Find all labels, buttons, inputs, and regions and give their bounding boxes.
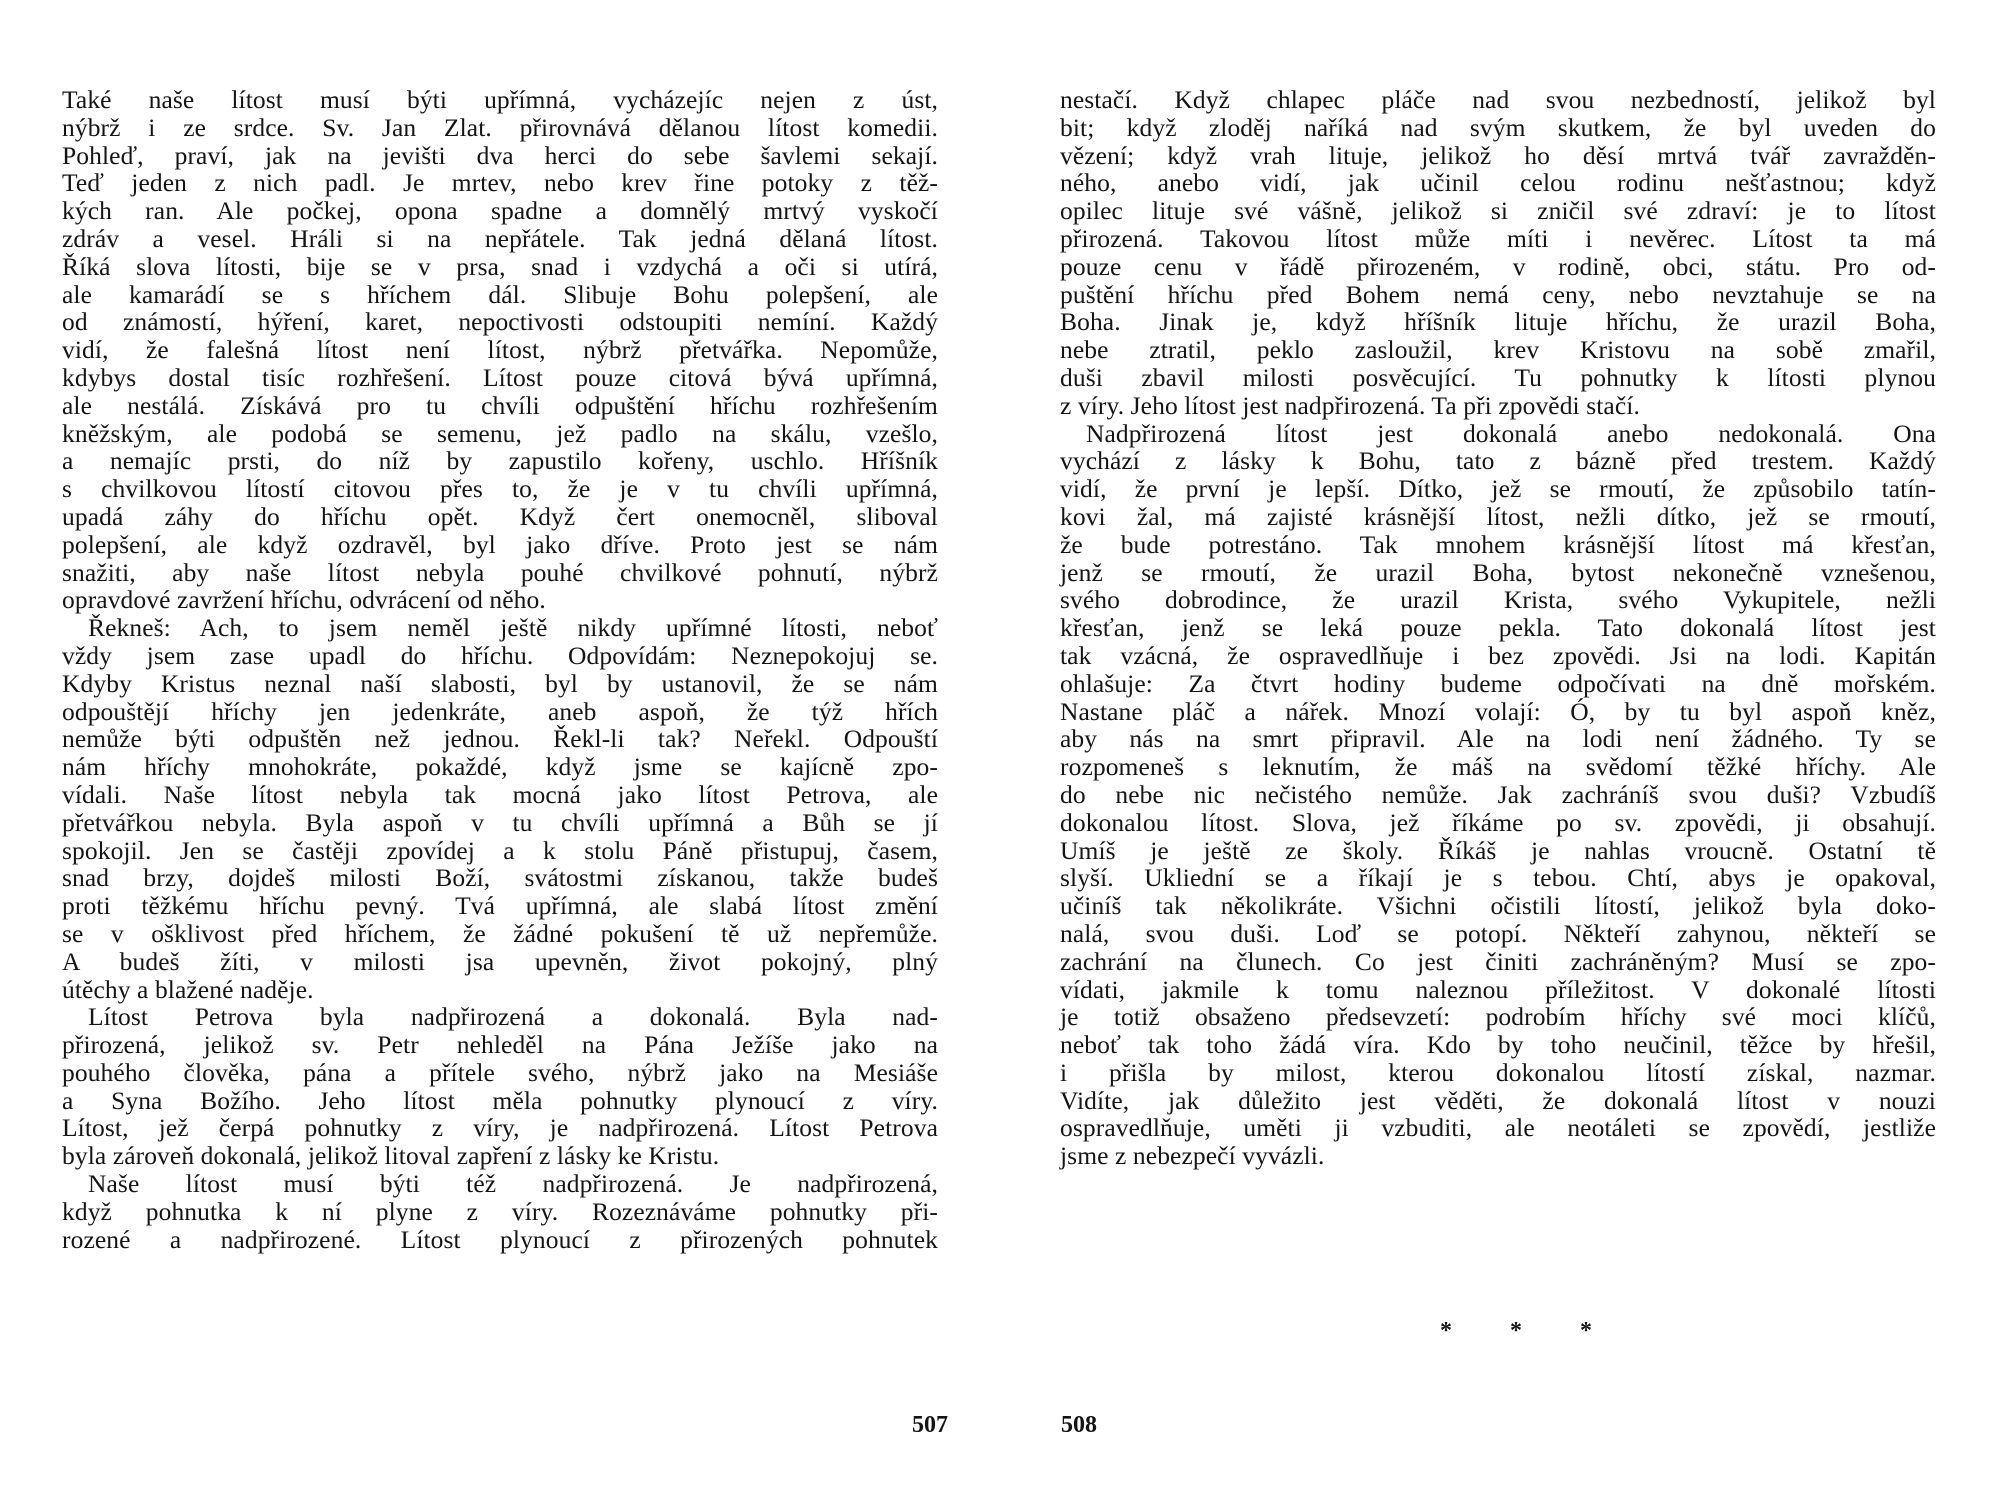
text-line: rozpomeneš s leknutím, že máš na svědomí těžké hříchy. Ale [1060, 752, 1936, 782]
text-line: Vidíte, jak důležito jest věděti, že dokonalá lítost v nouzi [1060, 1085, 1936, 1115]
text-line: z víry. Jeho lítost jest nadpřirozená. Ta při zpovědi stačí. [1060, 390, 1640, 420]
text-line: opravdové zavržení hříchu, odvrácení od něho. [62, 585, 546, 615]
text-line: Říká slova lítosti, bije se v prsa, snad i vzdychá a oči si utírá, [62, 251, 938, 281]
text-line: s chvilkovou lítostí citovou přes to, že je v tu chvíli upřímná, [62, 474, 938, 504]
text-line: kých ran. Ale počkej, opona spadne a domnělý mrtvý vyskočí [62, 196, 938, 226]
text-line: kdybys dostal tisíc rozhřešení. Lítost pouze citová bývá upřímná, [62, 362, 938, 392]
text-line: Kdyby Kristus neznal naší slabosti, byl by ustanovil, že se nám [62, 668, 938, 698]
text-line: byla zároveň dokonalá, jelikož litoval zapření z lásky ke Kristu. [62, 1141, 720, 1171]
text-line: spokojil. Jen se častěji zpovídej a k stolu Páně přistupuj, časem, [62, 835, 938, 865]
text-line: snad brzy, dojdeš milosti Boží, svátostmi získanou, takže budeš [62, 863, 938, 893]
text-line: je totiž obsaženo předsevzetí: podrobím hříchy své moci klíčů, [1060, 1002, 1936, 1032]
text-line: pouze cenu v řádě přirozeném, v rodině, obci, státu. Pro od- [1060, 251, 1936, 281]
text-line: vidí, že falešná lítost není lítost, nýbrž přetvářka. Nepomůže, [62, 335, 938, 365]
text-line: Pohleď, praví, jak na jevišti dva herci do sebe šavlemi sekají. [62, 140, 938, 170]
text-line: Boha. Jinak je, když hříšník lituje hříchu, že urazil Boha, [1060, 307, 1936, 337]
text-line: nestačí. Když chlapec pláče nad svou nezbedností, jelikož byl [1060, 85, 1936, 114]
text-line: nebe ztratil, peklo zasloužil, krev Kristovu na sobě zmařil, [1060, 335, 1936, 365]
text-line: tak vzácná, že ospravedlňuje i bez zpovědi. Jsi na lodi. Kapitán [1060, 640, 1936, 670]
text-line: jenž se rmoutí, že urazil Boha, bytost nekonečně vznešenou, [1060, 557, 1936, 587]
text-line: ohlašuje: Za čtvrt hodiny budeme odpočívati na dně mořském. [1060, 668, 1936, 698]
text-line: vídali. Naše lítost nebyla tak mocná jako lítost Petrova, ale [62, 779, 938, 809]
text-line: přetvářkou nebyla. Byla aspoň v tu chvíli upřímná a Bůh se jí [62, 807, 938, 837]
text-line: že bude potrestáno. Tak mnohem krásnější lítost má křesťan, [1060, 529, 1936, 559]
text-line: učiníš tak několikráte. Všichni očistili lítostí, jelikož byla doko- [1060, 891, 1936, 921]
text-line: puštění hříchu před Bohem nemá ceny, nebo nevztahuje se na [1060, 279, 1936, 309]
text-line: nemůže býti odpuštěn než jednou. Řekl-li tak? Neřekl. Odpouští [62, 724, 938, 754]
text-line: polepšení, ale když ozdravěl, byl jako dříve. Proto jest se nám [62, 529, 938, 559]
text-line: a Syna Božího. Jeho lítost měla pohnutky plynoucí z víry. [62, 1085, 938, 1115]
text-line: přirozená, jelikož sv. Petr nehleděl na Pána Ježíše jako na [62, 1030, 938, 1060]
text-line: snažiti, aby naše lítost nebyla pouhé chvilkové pohnutí, nýbrž [62, 557, 938, 587]
text-line: duši zbavil milosti posvěcující. Tu pohnutky k lítosti plynou [1060, 362, 1936, 392]
text-line: slyší. Ukliední se a říkají je s tebou. Chtí, abys je opakoval, [1060, 863, 1936, 893]
text-line: proti těžkému hříchu pevný. Tvá upřímná, ale slabá lítost změní [62, 891, 938, 921]
text-line: Nadpřirozená lítost jest dokonalá anebo nedokonalá. Ona [1086, 418, 1936, 448]
text-line: nám hříchy mnohokráte, pokaždé, když jsme se kajícně zpo- [62, 752, 938, 782]
text-line: dokonalou lítost. Slova, jež říkáme po sv. zpovědi, ji obsahují. [1060, 807, 1936, 837]
text-line: útěchy a blažené naděje. [62, 974, 314, 1004]
text-line: pouhého člověka, pána a přítele svého, nýbrž jako na Mesiáše [62, 1057, 938, 1087]
text-line: i přišla by milost, kterou dokonalou lítostí získal, nazmar. [1060, 1057, 1936, 1087]
text-line: Teď jeden z nich padl. Je mrtev, nebo krev řine potoky z těž- [62, 168, 938, 198]
page-number-left: 507 [912, 1412, 948, 1438]
page-number-right: 508 [1061, 1412, 1097, 1438]
text-line: vídati, jakmile k tomu naleznou příležitost. V dokonalé lítosti [1060, 974, 1936, 1004]
text-line: jsme z nebezpečí vyvázli. [1060, 1141, 1325, 1171]
text-line: zdráv a vesel. Hráli si na nepřátele. Tak jedná dělaná lítost. [62, 223, 938, 253]
text-line: vězení; když vrah lituje, jelikož ho děsí mrtvá tvář zavražděn- [1060, 140, 1936, 170]
text-line: od známostí, hýření, karet, nepoctivosti odstoupiti nemíní. Každý [62, 307, 938, 337]
text-line: vychází z lásky k Bohu, tato z bázně před trestem. Každý [1060, 446, 1936, 476]
text-line: neboť tak toho žádá víra. Kdo by toho neučinil, těžce by hřešil, [1060, 1030, 1936, 1060]
text-line: a nemajíc prsti, do níž by zapustilo kořeny, uschlo. Hříšník [62, 446, 938, 476]
text-line: upadá záhy do hříchu opět. Když čert onemocněl, sliboval [62, 501, 938, 531]
text-line: svého dobrodince, že urazil Krista, svého Vykupitele, nežli [1060, 585, 1936, 615]
text-line: opilec lituje své vášně, jelikož si zničil své zdraví: je to lítost [1060, 196, 1936, 226]
text-line: odpouštějí hříchy jen jedenkráte, aneb aspoň, že týž hřích [62, 696, 938, 726]
text-line: přirozená. Takovou lítost může míti i nevěrec. Lítost ta má [1060, 223, 1936, 253]
text-line: nýbrž i ze srdce. Sv. Jan Zlat. přirovnává dělanou lítost komedii. [62, 112, 938, 142]
text-line: Lítost, jež čerpá pohnutky z víry, je nadpřirozená. Lítost Petrova [62, 1113, 938, 1143]
text-line: bit; když zloděj naříká nad svým skutkem, že byl uveden do [1060, 112, 1936, 142]
text-line: vždy jsem zase upadl do hříchu. Odpovídám: Neznepokojuj se. [62, 640, 938, 670]
left-page-text [62, 86, 938, 1253]
text-line: se v ošklivost před hříchem, že žádné pokušení tě už nepřemůže. [62, 918, 938, 948]
text-line: Nastane pláč a nářek. Mnozí volají: Ó, by tu byl aspoň kněz, [1060, 696, 1936, 726]
section-separator: * * * [1440, 1318, 1618, 1344]
text-line: Lítost Petrova byla nadpřirozená a dokonalá. Byla nad- [88, 1002, 938, 1032]
text-line: ospravedlňuje, uměti ji vzbuditi, ale neotáleti se zpovědí, jestliže [1060, 1113, 1936, 1143]
text-line: A budeš žíti, v milosti jsa upevněn, život pokojný, plný [62, 946, 938, 976]
text-line: Naše lítost musí býti též nadpřirozená. Je nadpřirozená, [88, 1169, 938, 1199]
text-line: Také naše lítost musí býti upřímná, vycházejíc nejen z úst, [62, 85, 938, 114]
text-line: do nebe nic nečistého nemůže. Jak zachráníš svou duši? Vzbudíš [1060, 779, 1936, 809]
text-line: zachrání na člunech. Co jest činiti zachráněným? Musí se zpo- [1060, 946, 1936, 976]
text-line: ného, anebo vidí, jak učinil celou rodinu nešťastnou; když [1060, 168, 1936, 198]
text-line: rozené a nadpřirozené. Lítost plynoucí z přirozených pohnutek [62, 1224, 938, 1254]
text-line: ale nestálá. Získává pro tu chvíli odpuštění hříchu rozhřešením [62, 390, 938, 420]
text-line: nalá, svou duši. Loď se potopí. Někteří zahynou, někteří se [1060, 918, 1936, 948]
text-line: Umíš je ještě ze školy. Říkáš je nahlas vroucně. Ostatní tě [1060, 835, 1936, 865]
text-line: kovi žal, má zajisté krásnější lítost, nežli dítko, jež se rmoutí, [1060, 501, 1936, 531]
text-line: Řekneš: Ach, to jsem neměl ještě nikdy upřímné lítosti, neboť [88, 613, 938, 643]
text-line: kněžským, ale podobá se semenu, jež padlo na skálu, vzešlo, [62, 418, 938, 448]
text-line: aby nás na smrt připravil. Ale na lodi není žádného. Ty se [1060, 724, 1936, 754]
text-line: vidí, že první je lepší. Dítko, jež se rmoutí, že způsobilo tatín- [1060, 474, 1936, 504]
text-line: když pohnutka k ní plyne z víry. Rozeznáváme pohnutky při- [62, 1196, 938, 1226]
right-page-text [1060, 86, 1936, 1170]
text-line: ale kamarádí se s hříchem dál. Slibuje Bohu polepšení, ale [62, 279, 938, 309]
text-line: křesťan, jenž se leká pouze pekla. Tato dokonalá lítost jest [1060, 613, 1936, 643]
